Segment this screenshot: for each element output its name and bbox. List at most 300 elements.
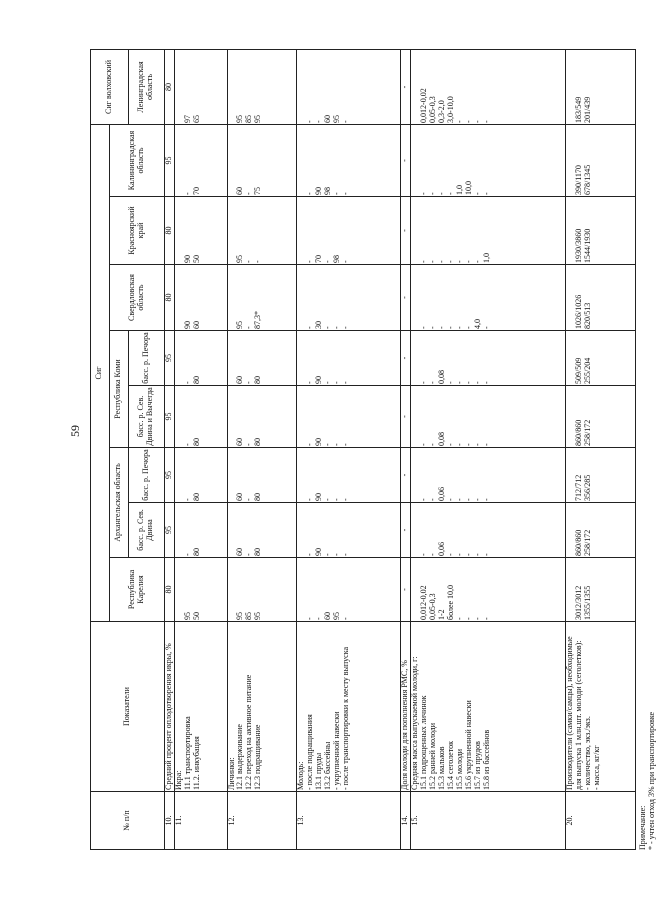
- cell: -: [305, 120, 315, 123]
- cell: 60: [323, 612, 333, 620]
- cell: -: [463, 381, 473, 384]
- cell: -: [401, 448, 411, 503]
- cell: 0,08: [437, 370, 447, 384]
- cell: 201/439: [582, 96, 592, 123]
- karelia-header: Республика Карелия: [109, 558, 164, 622]
- cell: 97: [182, 114, 192, 123]
- cell: 10,0: [463, 181, 473, 195]
- cell-group: [297, 197, 401, 265]
- cell: -: [305, 443, 315, 446]
- row-title: Средняя масса выпускаемой молоди, г:: [410, 656, 420, 790]
- cell: -: [401, 197, 411, 265]
- line: 15.3 мальков: [437, 746, 447, 790]
- cell: 0,08: [437, 432, 447, 446]
- cell: -: [455, 617, 465, 620]
- cell: 258/172: [582, 529, 592, 556]
- cell-group: [411, 386, 566, 448]
- cell-group: [227, 49, 297, 124]
- cell: 80: [253, 438, 263, 446]
- cell: -: [244, 498, 254, 501]
- rotated-table-container: [90, 50, 656, 850]
- cell-group: [297, 386, 401, 448]
- cell: 95: [235, 255, 245, 263]
- cell-group: [174, 265, 227, 331]
- arkhangelsk-header: Архангельская область: [109, 448, 128, 558]
- line: 15.5 молоди: [455, 748, 465, 790]
- cell-group: [297, 448, 401, 503]
- sig-group-header: Сиг: [91, 124, 110, 621]
- cell-group: [297, 331, 401, 386]
- cell: -: [455, 381, 465, 384]
- row-num: 10.: [164, 792, 174, 850]
- cell: -: [472, 120, 482, 123]
- cell: -: [428, 326, 438, 329]
- cell: -: [472, 260, 482, 263]
- cell: 50: [191, 612, 201, 620]
- cell: 0,05-0,3: [428, 593, 438, 620]
- cell: -: [419, 260, 429, 263]
- cell: -: [455, 326, 465, 329]
- cell: -: [332, 381, 342, 384]
- notes: [638, 712, 656, 850]
- cell: 860/860: [574, 419, 584, 446]
- cell: -: [419, 192, 429, 195]
- cell: -: [323, 498, 333, 501]
- cell: 1-2: [437, 609, 447, 620]
- cell: 90: [314, 438, 324, 446]
- line: - масса, кг/кг: [591, 745, 601, 790]
- cell: 80: [191, 376, 201, 384]
- cell-group: [566, 558, 636, 622]
- line: 15.7 из прудов: [472, 741, 482, 790]
- cell: 80: [164, 197, 174, 265]
- cell-group: [227, 265, 297, 331]
- cell: -: [244, 381, 254, 384]
- header-row-1: [91, 49, 110, 849]
- cell: 1930/3860: [574, 228, 584, 263]
- cell: -: [455, 443, 465, 446]
- cell: -: [332, 326, 342, 329]
- cell: 95: [164, 124, 174, 196]
- cell: -: [463, 120, 473, 123]
- cell: -: [323, 553, 333, 556]
- row-label: [566, 622, 636, 792]
- cell: -: [428, 381, 438, 384]
- cell: 860/860: [574, 529, 584, 556]
- cell: -: [341, 617, 351, 620]
- cell: -: [305, 192, 315, 195]
- page-number: 59: [68, 425, 82, 437]
- cell: 390/1170: [574, 165, 584, 195]
- cell: -: [472, 617, 482, 620]
- cell: 95: [253, 612, 263, 620]
- cell: -: [446, 260, 456, 263]
- cell: -: [341, 326, 351, 329]
- cell: -: [305, 498, 315, 501]
- cell: -: [244, 326, 254, 329]
- row-title: Личинки:: [226, 757, 236, 790]
- cell: -: [481, 617, 491, 620]
- cell-group: [227, 503, 297, 558]
- krasnoyarsk-header: Красноярский край: [109, 197, 164, 265]
- cell: 712/712: [574, 474, 584, 501]
- cell: -: [182, 553, 192, 556]
- cell: -: [437, 260, 447, 263]
- indicator-header: Показатели: [91, 622, 165, 792]
- row-num: 14.: [401, 792, 411, 850]
- cell: 1355/1355: [582, 585, 592, 620]
- cell: 3,0-10,0: [446, 96, 456, 123]
- cell: -: [455, 260, 465, 263]
- cell: -: [401, 265, 411, 331]
- cell-group: [411, 197, 566, 265]
- row-num: 15.: [411, 792, 566, 850]
- cell: -: [341, 553, 351, 556]
- cell: -: [323, 326, 333, 329]
- komi-dvina-header: басс. р. Сев. Двина и Вычегда: [128, 386, 164, 448]
- kaliningrad-header: Калининградская область: [109, 124, 164, 196]
- cell: 678/1345: [582, 164, 592, 195]
- cell: 60: [235, 548, 245, 556]
- cell: -: [419, 443, 429, 446]
- cell: -: [481, 326, 491, 329]
- num-header: № п/п: [91, 792, 165, 850]
- komi-pechora-header: басс. р. Печора: [128, 331, 164, 386]
- row-label: [227, 622, 297, 792]
- cell: 255/204: [582, 357, 592, 384]
- cell: 183/549: [574, 96, 584, 123]
- cell: -: [437, 326, 447, 329]
- line: 12.1 выдерживание: [235, 724, 245, 790]
- cell: -: [446, 381, 456, 384]
- row-title: Икра:: [173, 770, 183, 790]
- cell-group: [174, 124, 227, 196]
- row-12: [227, 49, 297, 849]
- cell: 95: [235, 114, 245, 123]
- cell: -: [305, 260, 315, 263]
- cell: 90: [314, 187, 324, 195]
- row-13: [297, 49, 401, 849]
- arkh-pechora-header: басс. р. Печора: [128, 448, 164, 503]
- cell: 80: [253, 376, 263, 384]
- cell: -: [481, 498, 491, 501]
- cell: -: [332, 192, 342, 195]
- cell: 60: [235, 438, 245, 446]
- line: 12.2 переход на активное питание: [244, 674, 254, 790]
- cell-group: [566, 386, 636, 448]
- cell-group: [297, 49, 401, 124]
- sverdlovsk-header: Свердловская область: [109, 265, 164, 331]
- cell: 90: [314, 376, 324, 384]
- cell: -: [253, 260, 263, 263]
- cell: 95: [164, 331, 174, 386]
- cell-group: [174, 558, 227, 622]
- row-num: 20.: [566, 792, 636, 850]
- cell: 70: [314, 255, 324, 263]
- line: 15.6 укрупненной навески: [463, 700, 473, 790]
- cell: -: [419, 553, 429, 556]
- cell: 98: [332, 255, 342, 263]
- row-14: [401, 49, 411, 849]
- cell: -: [323, 381, 333, 384]
- cell: 80: [253, 493, 263, 501]
- cell: -: [323, 260, 333, 263]
- cell: -: [314, 120, 324, 123]
- line: 13.1 пруды: [314, 752, 324, 790]
- cell: -: [463, 553, 473, 556]
- cell: -: [244, 553, 254, 556]
- cell: 70: [191, 187, 201, 195]
- cell-group: [566, 124, 636, 196]
- cell: 95: [235, 321, 245, 329]
- cell: 80: [164, 558, 174, 622]
- cell: 75: [253, 187, 263, 195]
- cell: -: [472, 192, 482, 195]
- cell: -: [332, 553, 342, 556]
- line: 13.2 бассейны: [323, 741, 333, 790]
- line: - после подращивания: [305, 714, 315, 790]
- line: 11.2. инкубация: [191, 736, 201, 790]
- line: 12.3 подращивание: [253, 724, 263, 790]
- line: 15.1 подрощенных личинок: [419, 695, 429, 790]
- cell: 65: [191, 114, 201, 123]
- cell: -: [341, 120, 351, 123]
- row-11: [174, 49, 227, 849]
- row-title: Производители (самки/самцы), необходимые для выпуска 1 млн.шт. молоди (сеголетков):: [565, 636, 584, 790]
- cell: 90: [182, 321, 192, 329]
- row-num: 11.: [174, 792, 227, 850]
- cell: -: [446, 498, 456, 501]
- cell-group: [411, 265, 566, 331]
- cell: -: [332, 443, 342, 446]
- cell: -: [419, 326, 429, 329]
- row-20: [566, 49, 636, 849]
- cell: -: [481, 553, 491, 556]
- cell: -: [428, 498, 438, 501]
- cell: 85: [244, 612, 254, 620]
- cell: 80: [253, 548, 263, 556]
- data-table: [90, 49, 636, 850]
- cell: 3012/3012: [574, 585, 584, 620]
- cell: 1026/1026: [574, 294, 584, 329]
- cell: -: [463, 498, 473, 501]
- cell-group: [227, 124, 297, 196]
- cell: 90: [314, 548, 324, 556]
- line: 15.2 ранней молоди: [428, 722, 438, 790]
- cell: -: [481, 120, 491, 123]
- line: - после транспортировки к месту выпуска: [341, 646, 351, 790]
- cell: -: [401, 331, 411, 386]
- cell: -: [244, 443, 254, 446]
- cell: более 10,0: [446, 584, 456, 620]
- row-label: [297, 622, 401, 792]
- arkh-dvina-header: басс. р. Сев. Двина: [128, 503, 164, 558]
- cell: -: [446, 553, 456, 556]
- cell: -: [401, 386, 411, 448]
- cell-group: [566, 197, 636, 265]
- cell: -: [472, 498, 482, 501]
- cell: -: [341, 443, 351, 446]
- cell-group: [566, 49, 636, 124]
- cell: 1544/1930: [582, 228, 592, 263]
- cell-group: [297, 265, 401, 331]
- cell-group: [411, 503, 566, 558]
- cell: 0,05-0,3: [428, 96, 438, 123]
- cell-group: [297, 503, 401, 558]
- cell: 95: [253, 114, 263, 123]
- line: 15.8 из бассейнов: [481, 729, 491, 790]
- cell: 0,06: [437, 542, 447, 556]
- cell: -: [481, 443, 491, 446]
- cell: -: [401, 558, 411, 622]
- cell-group: [411, 558, 566, 622]
- cell: 0,06: [437, 487, 447, 501]
- cell: -: [182, 381, 192, 384]
- komi-header: Республика Коми: [109, 331, 128, 448]
- cell-group: [227, 197, 297, 265]
- cell-group: [566, 448, 636, 503]
- cell: -: [305, 381, 315, 384]
- cell: 60: [323, 114, 333, 123]
- cell-group: [411, 331, 566, 386]
- cell: -: [305, 553, 315, 556]
- cell: -: [472, 553, 482, 556]
- cell: 1,0: [455, 185, 465, 195]
- cell: -: [401, 503, 411, 558]
- cell: -: [446, 192, 456, 195]
- cell: -: [428, 553, 438, 556]
- cell: 60: [235, 493, 245, 501]
- cell: 4,0: [472, 319, 482, 329]
- cell-group: [566, 331, 636, 386]
- cell: 0,012-0,02: [419, 585, 429, 620]
- cell: -: [463, 617, 473, 620]
- note-line: * - учтен отход 3% при транспортировке: [647, 711, 656, 850]
- cell: 80: [191, 493, 201, 501]
- cell: 50: [191, 255, 201, 263]
- cell: -: [341, 498, 351, 501]
- cell: 0,3-2,0: [437, 100, 447, 123]
- cell: -: [341, 381, 351, 384]
- cell: -: [401, 49, 411, 124]
- cell: 85: [244, 114, 254, 123]
- cell-group: [227, 558, 297, 622]
- cell-group: [411, 49, 566, 124]
- cell: 30: [314, 321, 324, 329]
- cell-group: [227, 448, 297, 503]
- cell: 258/172: [582, 419, 592, 446]
- cell-group: [297, 558, 401, 622]
- leningrad-header: Ленинградская область: [128, 49, 164, 124]
- cell: -: [463, 443, 473, 446]
- cell-group: [174, 331, 227, 386]
- cell: -: [455, 553, 465, 556]
- cell-group: [174, 503, 227, 558]
- row-label: Доля молоди для пополнения РМС, %: [401, 622, 411, 792]
- cell: -: [182, 192, 192, 195]
- cell-group: [174, 197, 227, 265]
- cell-group: [566, 265, 636, 331]
- cell: 356/285: [582, 474, 592, 501]
- cell: -: [463, 326, 473, 329]
- cell: 95: [332, 612, 342, 620]
- cell-group: [174, 448, 227, 503]
- cell: -: [428, 192, 438, 195]
- cell: 98: [323, 187, 333, 195]
- row-title: Молодь:: [296, 761, 306, 790]
- note-title: Примечание:: [638, 805, 647, 850]
- cell: -: [481, 192, 491, 195]
- cell: 95: [164, 386, 174, 448]
- cell: -: [419, 381, 429, 384]
- cell: -: [401, 124, 411, 196]
- cell: 60: [235, 187, 245, 195]
- cell: 80: [164, 49, 174, 124]
- cell-group: [566, 503, 636, 558]
- cell: -: [323, 443, 333, 446]
- row-15: [411, 49, 566, 849]
- cell: -: [305, 326, 315, 329]
- cell: -: [428, 260, 438, 263]
- cell: -: [332, 498, 342, 501]
- cell: 509/509: [574, 357, 584, 384]
- line: 11.1 транспортировка: [182, 716, 192, 790]
- cell: -: [419, 498, 429, 501]
- row-num: 12.: [227, 792, 297, 850]
- cell: -: [472, 443, 482, 446]
- cell: 95: [235, 612, 245, 620]
- cell: -: [341, 192, 351, 195]
- cell: -: [455, 498, 465, 501]
- cell-group: [411, 124, 566, 196]
- cell-group: [411, 448, 566, 503]
- cell: -: [244, 192, 254, 195]
- cell: 95: [164, 448, 174, 503]
- cell: -: [305, 617, 315, 620]
- line: - количество, экз./экз.: [582, 716, 592, 790]
- cell-group: [227, 386, 297, 448]
- cell: 80: [191, 548, 201, 556]
- row-label: Средний процент оплодотворения икры, %: [164, 622, 174, 792]
- cell: 1,0: [481, 253, 491, 263]
- cell-group: [227, 331, 297, 386]
- cell: 80: [164, 265, 174, 331]
- cell: -: [472, 381, 482, 384]
- cell: -: [437, 192, 447, 195]
- row-num: 13.: [297, 792, 401, 850]
- cell: -: [244, 260, 254, 263]
- cell: 80: [191, 438, 201, 446]
- cell: 820/513: [582, 302, 592, 329]
- cell: 90: [182, 255, 192, 263]
- cell: -: [455, 120, 465, 123]
- cell: 60: [191, 321, 201, 329]
- cell: -: [182, 443, 192, 446]
- cell-group: [174, 49, 227, 124]
- cell: 95: [164, 503, 174, 558]
- line: 15.4 сеголеток: [446, 741, 456, 790]
- cell: -: [314, 617, 324, 620]
- cell-group: [174, 386, 227, 448]
- cell: -: [446, 326, 456, 329]
- line: - укрупненной навески: [332, 711, 342, 790]
- cell: 87,3*: [253, 311, 263, 329]
- cell: -: [446, 443, 456, 446]
- row-label: [174, 622, 227, 792]
- cell: 60: [235, 376, 245, 384]
- cell: -: [182, 498, 192, 501]
- cell-group: [297, 124, 401, 196]
